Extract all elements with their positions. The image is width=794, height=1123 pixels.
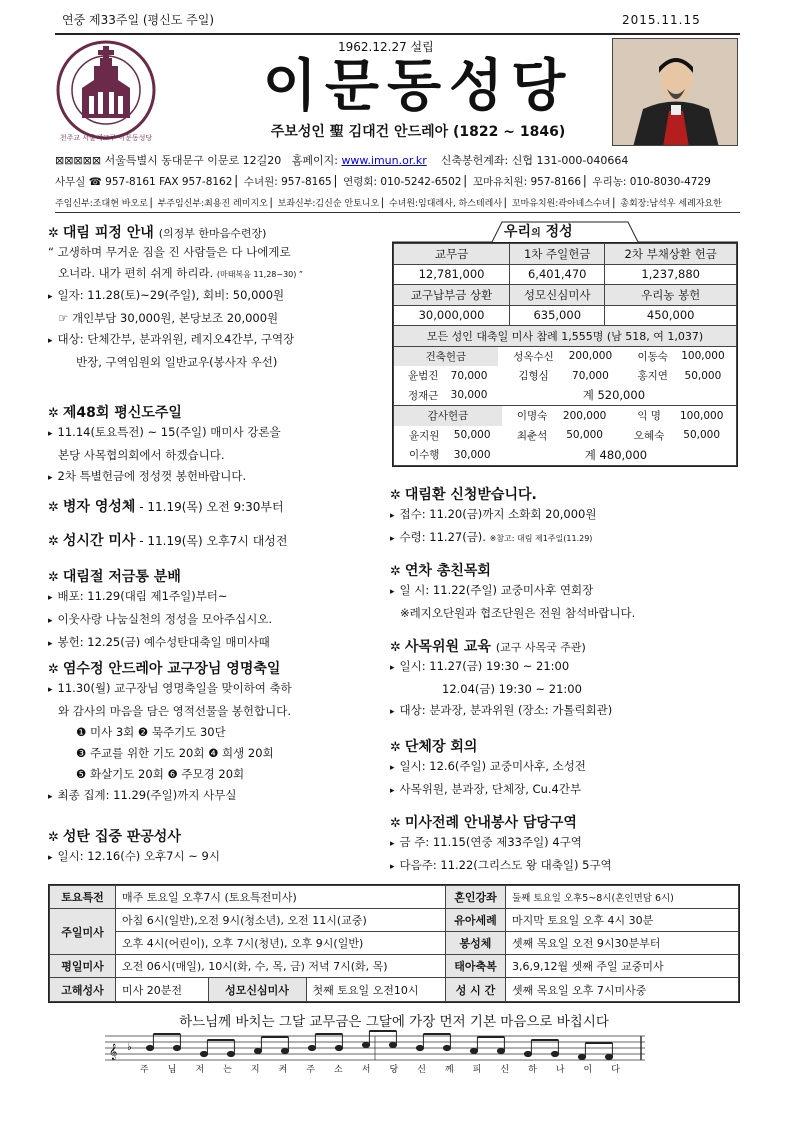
schedule-value: 미사 20분전: [122, 983, 182, 997]
donor-name: 최춘석: [516, 429, 548, 442]
lyric-syllable: 피: [472, 1065, 482, 1075]
bulletin-date: 2015.11.15: [622, 13, 701, 27]
donor-amount: 50,000: [683, 429, 721, 442]
asterisk-icon: ✲: [390, 816, 401, 831]
section-title-text: 미사전례 안내봉사 담당구역: [404, 815, 577, 831]
donor-amount: 70,000: [450, 369, 488, 382]
section-line: [390, 527, 740, 550]
section-title: [390, 560, 740, 580]
line-text: ☞ 개인부담 30,000원, 본당보조 20,000원: [58, 311, 279, 325]
bulletin-week: 연중 제33주일 (평신도 주일): [62, 13, 214, 27]
schedule-value: 셋째 목요일 오후 7시미사중: [506, 978, 739, 1002]
left-section: [48, 530, 383, 550]
lyric-syllable: 는: [223, 1065, 232, 1075]
section-line: [48, 722, 383, 743]
section-line: [390, 832, 740, 855]
bullet-icon: ▸: [48, 292, 53, 302]
section-title: [390, 736, 740, 756]
section-title-text: 염수정 안드레아 교구장님 영명축일: [62, 661, 281, 677]
offering-header-row-1: [394, 244, 737, 265]
offering-header: 1차 주일헌금: [510, 244, 605, 265]
line-text: 오너라. 내가 편히 쉬게 하리라.: [58, 266, 214, 280]
line-text: ❶ 미사 3회 ❷ 묵주기도 30단: [76, 725, 226, 739]
contact-line: 사무실 ☎ 957-8161 FAX 957-8162 ▏수녀원: 957-8165 ▏연령회: 010-5242-6502 ▏꼬마유치원: 957-8166 ▏우리농: 010-8030-4729: [55, 176, 711, 188]
offering-value-row-2: [394, 305, 737, 326]
svg-text:♭: ♭: [127, 1042, 132, 1053]
left-section: [48, 566, 383, 655]
patron-saint: 주보성인 聖 김대건 안드레아 (1822 ~ 1846): [270, 124, 566, 140]
donor-name: 김형심: [518, 370, 549, 383]
left-section: [48, 496, 383, 516]
line-text: 최종 집계: 11.29(주일)까지 사무실: [57, 788, 237, 802]
schedule-value: 첫째 토요일 오전10시: [312, 983, 419, 997]
schedule-value: 오후 4시(어린이), 오후 7시(청년), 오후 9시(일반): [116, 932, 446, 955]
line-text: 2차 특별헌금에 정성껏 봉헌바랍니다.: [57, 469, 247, 483]
asterisk-icon: ✲: [390, 640, 401, 655]
section-title: [390, 484, 740, 504]
bullet-icon: ▸: [390, 534, 395, 544]
right-section: [390, 560, 740, 624]
line-text: 배포: 11.29(대림 제1주일)부터~: [57, 589, 228, 603]
section-title: [48, 530, 383, 550]
offering-table: [392, 242, 738, 467]
lyric-syllable: 저: [195, 1065, 205, 1075]
donor-amount: 50,000: [684, 369, 722, 382]
section-line: [390, 580, 740, 603]
section-title-text: 대림 피정 안내: [62, 225, 154, 241]
section-line: [390, 855, 740, 878]
section-line: [48, 609, 383, 632]
line-text: ❸ 주교를 위한 기도 20회 ❹ 희생 20회: [76, 746, 274, 760]
lyric-syllable: 나: [555, 1065, 565, 1075]
section-title: [48, 566, 383, 586]
donor-name: 정재근: [407, 389, 439, 402]
donor-name: 감사헌금: [394, 406, 502, 426]
asterisk-icon: ✲: [390, 488, 401, 503]
mass-schedule-table: [48, 884, 740, 1003]
section-title-text: 병자 영성체: [62, 499, 136, 515]
section-line: [48, 308, 383, 329]
established-date: 1962.12.27 설립: [338, 40, 434, 54]
offering-header: 교구납부금 상환: [394, 285, 510, 306]
section-title-text: 사목위원 교육: [404, 639, 491, 655]
donor-name: 익 명: [637, 410, 661, 423]
lyric-syllable: 지: [250, 1065, 260, 1075]
schedule-key: 혼인강좌: [446, 886, 506, 909]
section-line: [390, 756, 740, 779]
lyric-syllable: 다: [611, 1065, 620, 1075]
schedule-key: 태아축복: [446, 955, 506, 978]
line-text: ❺ 화살기도 20회 ❻ 주모경 20회: [76, 767, 245, 781]
section-line: [390, 700, 740, 723]
schedule-value: 셋째 목요일 오전 9시30분부터: [506, 932, 739, 955]
donor-total: 계 520,000: [582, 388, 646, 403]
parish-title: 이문동성당: [262, 54, 574, 119]
section-title-text: 단체장 회의: [404, 739, 478, 755]
section-title-text: 제48회 평신도주일: [62, 405, 182, 421]
section-line: [48, 764, 383, 785]
offering-value: 6,401,470: [510, 264, 605, 285]
section-line: [48, 586, 383, 609]
line-text: 대상: 단체간부, 분과위원, 레지오4간부, 구역장: [57, 332, 295, 346]
left-section: [48, 402, 383, 489]
bullet-icon: ▸: [48, 639, 53, 649]
section-line: [390, 504, 740, 527]
donor-name: 성옥수신: [513, 350, 554, 363]
lyrics-row: [140, 1062, 620, 1075]
donor-amount: 100,000: [679, 409, 724, 422]
section-line: [48, 678, 383, 701]
lyric-syllable: 하: [528, 1065, 537, 1075]
section-line: [390, 679, 740, 700]
left-section: [48, 826, 383, 869]
line-text: 11.30(월) 교구장님 영명축일을 맞이하여 축하: [57, 681, 292, 695]
lyric-syllable: 켜: [278, 1065, 288, 1075]
donor-amount: 30,000: [450, 389, 488, 402]
section-line: [390, 779, 740, 802]
offering-header: 2차 부채상환 헌금: [605, 244, 737, 265]
lyric-syllable: 신: [500, 1065, 510, 1075]
lyric-syllable: 이: [583, 1065, 593, 1075]
donor-amount: 30,000: [453, 448, 491, 461]
address: 서울특별시 동대문구 이문로 12길20: [104, 154, 282, 167]
address-label: ⊠⊠⊠⊠⊠: [55, 154, 102, 167]
bullet-icon: ▸: [390, 839, 395, 849]
section-title-text: 대림환 신청받습니다.: [404, 487, 537, 503]
homepage-label: 홈페이지:: [291, 154, 338, 167]
section-tail: - 11.19(목) 오후7시 대성전: [135, 534, 288, 548]
lyric-syllable: 신: [417, 1065, 426, 1075]
schedule-value: 마지막 토요일 오후 4시 30분: [506, 909, 739, 932]
section-line: [48, 352, 383, 373]
section-line: [48, 242, 383, 263]
line-note: (마태복음 11,28~30) ”: [216, 270, 304, 279]
section-line: [48, 701, 383, 722]
section-line: [48, 785, 383, 808]
line-text: 11.14(토요특전) ~ 15(주일) 매미사 강론을: [57, 425, 281, 439]
offering-motto: 하느님께 바치는 그달 교무금은 그달에 가장 먼저 기본 마음으로 바칩시다: [179, 1014, 609, 1030]
schedule-key: 성 시 간: [446, 978, 506, 1002]
donor-amount: 70,000: [572, 369, 609, 382]
donor-amount: 100,000: [681, 350, 725, 363]
section-subtitle: (교구 사목국 주관): [495, 641, 586, 654]
section-title: [48, 496, 383, 516]
line-note: ※참고: 대림 제1주일(11.29): [489, 534, 593, 543]
schedule-key: 평일미사: [50, 955, 116, 978]
bullet-icon: ▸: [390, 707, 395, 717]
offering-header: 성모신심미사: [510, 285, 605, 306]
schedule-key: 봉성체: [446, 932, 506, 955]
line-text: 수령: 11.27(금).: [399, 530, 486, 544]
bullet-icon: ▸: [390, 862, 395, 872]
offering-value: 30,000,000: [394, 305, 510, 326]
line-text: 일시: 12.6(주일) 교중미사후, 소성전: [399, 759, 586, 773]
donor-amount: 50,000: [566, 429, 603, 442]
line-text: ※레지오단원과 협조단원은 전원 참석바랍니다.: [400, 606, 636, 620]
donor-amount: 50,000: [453, 429, 491, 442]
header-divider: [55, 33, 740, 35]
line-text: 일시: 11.27(금) 19:30 ~ 21:00: [399, 659, 570, 673]
address-line: [55, 152, 628, 168]
bullet-icon: ▸: [390, 511, 395, 521]
donor-amount: 200,000: [568, 350, 613, 363]
donor-name: 이수행: [408, 449, 440, 462]
section-line: [48, 329, 383, 352]
section-line: [48, 466, 383, 489]
asterisk-icon: ✲: [48, 570, 59, 585]
schedule-key: 성모신심미사: [208, 978, 306, 1001]
asterisk-icon: ✲: [48, 406, 59, 421]
left-section: [48, 222, 383, 373]
right-section: [390, 484, 740, 550]
asterisk-icon: ✲: [48, 830, 59, 845]
lyric-syllable: 주: [306, 1065, 316, 1075]
schedule-value: 아침 6시(일반),오전 9시(청소년), 오전 11시(교중): [116, 909, 446, 932]
bullet-icon: ▸: [48, 616, 53, 626]
logo-text: 천주교 서울대교구 이문동성당: [59, 134, 153, 142]
section-title-text: 대림절 저금통 분배: [62, 569, 181, 585]
offering-value: 635,000: [510, 305, 605, 326]
right-section: [390, 636, 740, 723]
section-title-text: 연차 총친목회: [404, 563, 491, 579]
line-text: 일자: 11.28(토)~29(주일), 회비: 50,000원: [57, 288, 285, 302]
donor-amount: 200,000: [562, 409, 607, 422]
lyric-syllable: 님: [167, 1065, 177, 1075]
offering-value: 450,000: [605, 305, 737, 326]
line-text: 사목위원, 분과장, 단체장, Cu.4간부: [399, 782, 582, 796]
donor-name: 이명숙: [516, 410, 548, 423]
line-text: 일시: 12.16(수) 오후7시 ~ 9시: [57, 849, 220, 863]
section-line: [48, 422, 383, 445]
section-subtitle: (의정부 한마음수련장): [158, 227, 267, 240]
bullet-icon: ▸: [48, 429, 53, 439]
staff-line: 주임신부:조대현 바오로 ▏부주임신부:최용진 레미지오 ▏보좌신부:김신순 안토니오 ▏수녀원:임대레사, 하스테레사 ▏꼬마유치원:곽아녜스수녀 ▏총회장:남석우 세례자요한: [55, 199, 722, 209]
offering-header: 교무금: [394, 244, 510, 265]
schedule-value: 매주 토요일 오후7시 (토요특전미사): [116, 886, 446, 909]
section-title: [390, 812, 740, 832]
bullet-icon: ▸: [48, 473, 53, 483]
bullet-icon: ▸: [48, 853, 53, 863]
asterisk-icon: ✲: [390, 564, 401, 579]
line-text: “ 고생하며 무거운 짐을 진 사람들은 다 나에게로: [48, 245, 291, 259]
donor-total: 계 480,000: [584, 447, 648, 462]
schedule-key: 고해성사: [50, 978, 116, 1002]
building-account: 신축봉헌계좌: 신협 131-000-040664: [440, 154, 629, 167]
section-line: [48, 445, 383, 466]
lyric-syllable: 께: [444, 1065, 454, 1075]
section-title-text: 성시간 미사: [62, 533, 136, 549]
schedule-value: 둘째 토요일 오후5~8시(혼인면담 6시): [506, 886, 739, 909]
thanks-donors: [394, 406, 736, 465]
offering-title-bar: [392, 220, 738, 242]
schedule-value: 오전 06시(매일), 10시(화, 수, 목, 금) 저녁 7시(화, 목): [116, 955, 446, 978]
section-line: [48, 263, 383, 285]
lyric-syllable: 서: [361, 1065, 371, 1075]
line-text: 와 감사의 마음을 담은 영적선물을 봉헌합니다.: [58, 704, 292, 718]
section-title: [48, 826, 383, 846]
svg-text:𝄞: 𝄞: [109, 1044, 118, 1060]
offering-value: 1,237,880: [605, 264, 737, 285]
bullet-icon: ▸: [390, 663, 395, 673]
section-line: [48, 285, 383, 308]
donor-name: 이동숙: [637, 350, 668, 363]
asterisk-icon: ✲: [48, 662, 59, 677]
line-text: 반장, 구역임원외 일반교우(봉사자 우선): [76, 355, 278, 369]
asterisk-icon: ✲: [48, 500, 59, 515]
section-line: [390, 603, 740, 624]
parish-logo: [56, 36, 156, 144]
bullet-icon: ▸: [390, 786, 395, 796]
offering-title: 우리의 정성: [504, 224, 573, 240]
donor-name: 윤범진: [407, 370, 439, 383]
donor-name: 윤지원: [408, 429, 440, 442]
left-section: [48, 658, 383, 808]
right-section: [390, 736, 740, 802]
lyric-syllable: 주: [140, 1065, 149, 1075]
offering-value-row-1: [394, 264, 737, 285]
schedule-key: 토요특전: [50, 886, 116, 909]
right-section: [390, 812, 740, 878]
line-text: 본당 사목협의회에서 하겠습니다.: [58, 448, 225, 462]
donor-name: 오혜숙: [633, 429, 665, 442]
asterisk-icon: ✲: [48, 534, 59, 549]
schedule-key: 유아세례: [446, 909, 506, 932]
bullet-icon: ▸: [390, 763, 395, 773]
section-title: [48, 658, 383, 678]
donor-name: 건축헌금: [394, 347, 498, 367]
section-title: [390, 636, 740, 656]
line-text: 대상: 분과장, 분과위원 (장소: 가톨릭회관): [399, 703, 613, 717]
line-text: 접수: 11.20(금)까지 소화회 20,000원: [399, 507, 597, 521]
lyric-syllable: 당: [389, 1065, 399, 1075]
section-line: [48, 846, 383, 869]
info-divider: [55, 212, 740, 213]
line-text: 다음주: 11.22(그리스도 왕 대축일) 5구역: [399, 858, 612, 872]
line-text: 12.04(금) 19:30 ~ 21:00: [442, 682, 582, 696]
bullet-icon: ▸: [48, 593, 53, 603]
schedule-value: 3,6,9,12월 셋째 주일 교중미사: [506, 955, 739, 978]
offering-header: 우리농 봉헌: [605, 285, 737, 306]
asterisk-icon: ✲: [390, 740, 401, 755]
offering-header-row-2: [394, 285, 737, 306]
section-line: [48, 743, 383, 764]
section-tail: - 11.19(목) 오전 9:30부터: [135, 500, 284, 514]
section-line: [48, 632, 383, 655]
section-title: [48, 402, 383, 422]
patron-portrait: [612, 38, 738, 146]
bullet-icon: ▸: [48, 336, 53, 346]
section-title: [48, 222, 383, 242]
attendance-note: 모든 성인 대축일 미사 참례 1,555명 (남 518, 여 1,037): [394, 326, 737, 347]
offering-value: 12,781,000: [394, 264, 510, 285]
donor-name: 홍지연: [637, 370, 668, 383]
line-text: 일 시: 11.22(주일) 교중미사후 연회장: [399, 583, 594, 597]
schedule-key: 주일미사: [50, 909, 116, 955]
bullet-icon: ▸: [48, 792, 53, 802]
line-text: 금 주: 11.15(연중 제33주일) 4구역: [399, 835, 582, 849]
lyric-syllable: 소: [334, 1065, 343, 1075]
section-line: [390, 656, 740, 679]
line-text: 이웃사랑 나눔실천의 정성을 모아주십시오.: [57, 612, 273, 626]
section-title-text: 성탄 집중 판공성사: [62, 829, 181, 845]
asterisk-icon: ✲: [48, 226, 59, 241]
building-donors: [394, 347, 736, 406]
line-text: 봉헌: 12.25(금) 예수성탄대축일 매미사때: [57, 635, 270, 649]
bullet-icon: ▸: [48, 685, 53, 695]
homepage-link[interactable]: www.imun.or.kr: [341, 154, 427, 167]
bullet-icon: ▸: [390, 587, 395, 597]
